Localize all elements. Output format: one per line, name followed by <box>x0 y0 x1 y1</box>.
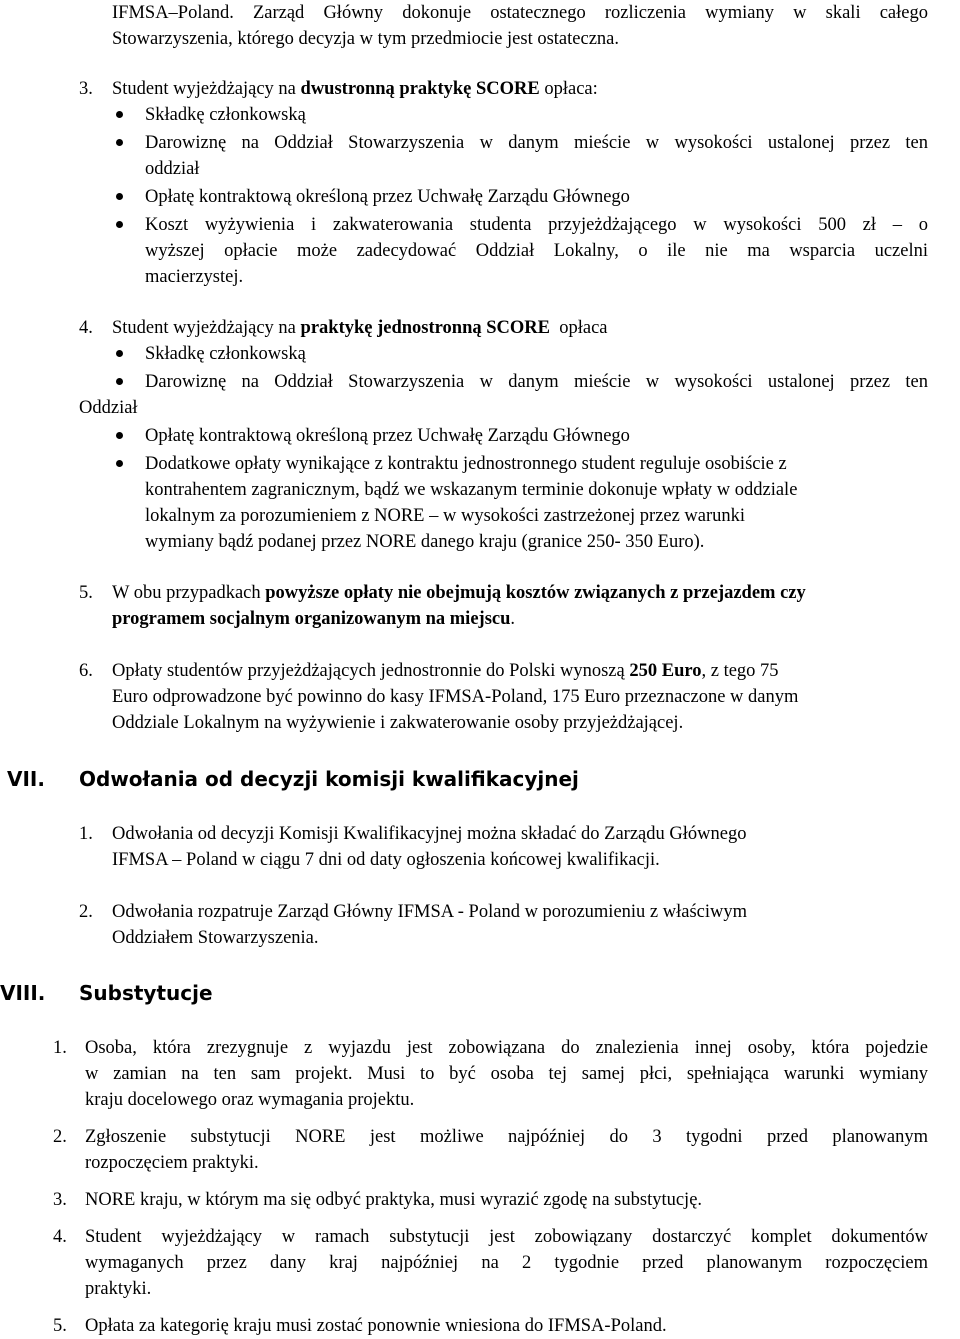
bullet-dot <box>116 221 123 228</box>
section-7-roman-numeral: VII. <box>7 767 45 791</box>
item-4-number: 4. <box>79 318 93 338</box>
section-7-item-2-line-1: Odwołania rozpatruje Zarząd Główny IFMSA - Poland w porozumieniu z właściwym <box>112 902 748 922</box>
section-8-item-2-number: 2. <box>53 1127 67 1147</box>
item-5-number: 5. <box>79 583 93 603</box>
section-8-item-3-line-1: NORE kraju, w którym ma się odbyć praktyka, musi wyrazić zgodę na substytucję. <box>85 1190 703 1210</box>
item-6-line-3: Oddziale Lokalnym na wyżywienie i zakwaterowanie osoby przyjeżdżającej. <box>112 713 684 733</box>
section-7-title: Odwołania od decyzji komisji kwalifikacyjnej <box>79 767 579 791</box>
bullet-dot <box>116 139 123 146</box>
item-4-bullet-4-line-4: wymiany bądź podanej przez NORE danego kraju (granice 250- 350 Euro). <box>145 532 705 552</box>
item-4-bullet-4-line-1: Dodatkowe opłaty wynikające z kontraktu jednostronnego student reguluje osobiście z <box>145 454 787 474</box>
section-8-item-2-line-1: Zgłoszenie substytucji NORE jest możliwe najpóźniej do 3 tygodni przed planowanym <box>85 1127 928 1147</box>
section-8-item-1-line-2: w zamian na ten sam projekt. Musi to być osoba tej samej płci, spełniająca warunki wymiany <box>85 1064 928 1084</box>
item-3-number: 3. <box>79 79 93 99</box>
section-8-item-2-line-2: rozpoczęciem praktyki. <box>85 1153 259 1173</box>
item-6-number: 6. <box>79 661 93 681</box>
section-8-item-5-number: 5. <box>53 1316 67 1336</box>
bullet-dot <box>116 460 123 467</box>
item-3-bullet-4-line-3: macierzystej. <box>145 267 244 287</box>
item-3-bullet-4-line-2: wyższej opłacie może zadecydować Oddział Lokalny, o ile nie ma wsparcia uczelni <box>145 241 928 261</box>
section-8-item-5-line-1: Opłata za kategorię kraju musi zostać ponownie wniesiona do IFMSA-Poland. <box>85 1316 667 1336</box>
section-7-item-1-line-2: IFMSA – Poland w ciągu 7 dni od daty ogłoszenia końcowej kwalifikacji. <box>112 850 660 870</box>
item-3-bullet-1: Składkę członkowską <box>145 105 306 125</box>
item-4-bullet-4-line-2: kontrahentem zagranicznym, bądź we wskazanym terminie dokonuje wpłaty w oddziale <box>145 480 798 500</box>
item-4-heading: Student wyjeżdżający na praktykę jednostronną SCORE opłaca <box>112 318 608 338</box>
item-6-line-1: Opłaty studentów przyjeżdżających jednostronnie do Polski wynoszą 250 Euro, z tego 75 <box>112 661 779 681</box>
intro-line-1: IFMSA–Poland. Zarząd Główny dokonuje ostatecznego rozliczenia wymiany w skali całego <box>112 3 928 23</box>
item-4-bullet-3: Opłatę kontraktową określoną przez Uchwałę Zarządu Głównego <box>145 426 630 446</box>
bullet-dot <box>116 378 123 385</box>
item-4-bullet-2-line-1: Darowiznę na Oddział Stowarzyszenia w danym mieście w wysokości ustalonej przez ten <box>145 372 928 392</box>
section-8-roman-numeral: VIII. <box>0 981 46 1005</box>
bullet-dot <box>116 350 123 357</box>
section-8-item-4-line-2: wymaganych przez dany kraj najpóźniej na 2 tygodnie przed planowanym rozpoczęciem <box>85 1253 928 1273</box>
item-3-bullet-2-line-2: oddział <box>145 159 200 179</box>
section-8-item-1-line-1: Osoba, która zrezygnuje z wyjazdu jest zobowiązana do znalezienia innej osoby, która pojedzie <box>85 1038 928 1058</box>
item-5-line-1: W obu przypadkach powyższe opłaty nie obejmują kosztów związanych z przejazdem czy <box>112 583 806 603</box>
item-4-bullet-1: Składkę członkowską <box>145 344 306 364</box>
section-8-item-4-line-1: Student wyjeżdżający w ramach substytucji jest zobowiązany dostarczyć komplet dokumentów <box>85 1227 928 1247</box>
section-8-item-4-number: 4. <box>53 1227 67 1247</box>
bullet-dot <box>116 193 123 200</box>
item-6-line-2: Euro odprowadzone być powinno do kasy IFMSA-Poland, 175 Euro przeznaczone w danym <box>112 687 799 707</box>
section-7-item-2-number: 2. <box>79 902 93 922</box>
item-4-bullet-4-line-3: lokalnym za porozumieniem z NORE – w wysokości zastrzeżonej przez warunki <box>145 506 746 526</box>
section-7-item-1-number: 1. <box>79 824 93 844</box>
section-8-item-1-number: 1. <box>53 1038 67 1058</box>
section-8-item-3-number: 3. <box>53 1190 67 1210</box>
item-5-line-2: programem socjalnym organizowanym na miejscu. <box>112 609 516 629</box>
item-4-bullet-2-line-2: Oddział <box>79 398 138 418</box>
section-7-item-2-line-2: Oddziałem Stowarzyszenia. <box>112 928 319 948</box>
section-8-title: Substytucje <box>79 981 213 1005</box>
item-3-bullet-2-line-1: Darowiznę na Oddział Stowarzyszenia w danym mieście w wysokości ustalonej przez ten <box>145 133 928 153</box>
section-8-item-4-line-3: praktyki. <box>85 1279 152 1299</box>
item-3-heading: Student wyjeżdżający na dwustronną praktykę SCORE opłaca: <box>112 79 598 99</box>
section-8-item-1-line-3: kraju docelowego oraz wymagania projektu. <box>85 1090 415 1110</box>
item-3-bullet-3: Opłatę kontraktową określoną przez Uchwałę Zarządu Głównego <box>145 187 630 207</box>
bullet-dot <box>116 432 123 439</box>
item-3-bullet-4-line-1: Koszt wyżywienia i zakwaterowania studenta przyjeżdżającego w wysokości 500 zł – o <box>145 215 928 235</box>
intro-line-2: Stowarzyszenia, którego decyzja w tym przedmiocie jest ostateczna. <box>112 29 620 49</box>
bullet-dot <box>116 111 123 118</box>
section-7-item-1-line-1: Odwołania od decyzji Komisji Kwalifikacyjnej można składać do Zarządu Głównego <box>112 824 747 844</box>
